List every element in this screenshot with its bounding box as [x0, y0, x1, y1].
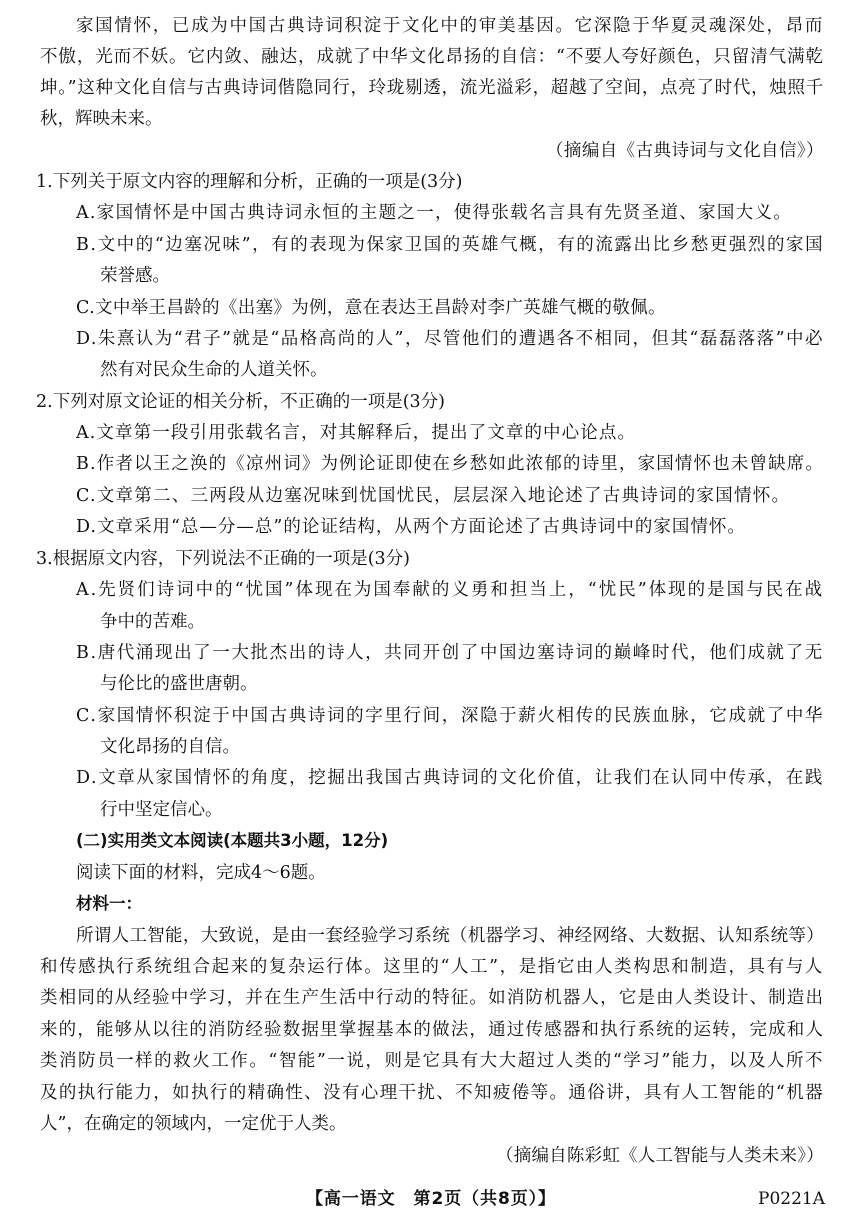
- passage-line: 不傲，光而不妖。它内敛、融达，成就了中华文化昂扬的自信：“不要人夸好颜色，只留清气满乾: [40, 47, 824, 67]
- question-stem: 2.下列对原文论证的相关分析，不正确的一项是(3分): [36, 392, 445, 412]
- option-c: C.文章第二、三两段从边塞况味到忧国忧民，层层深入地论述了古典诗词的家国情怀。: [76, 486, 791, 506]
- option-b-cont: 与伦比的盛世唐朝。: [100, 674, 258, 694]
- material-line: 来的，能够从以往的消防经验数据里掌握基本的做法，通过传感器和执行系统的运转，完成和人: [40, 1020, 825, 1040]
- option-a: A.文章第一段引用张载名言，对其解释后，提出了文章的中心论点。: [76, 423, 637, 443]
- question-stem: 3.根据原文内容，下列说法不正确的一项是(3分): [36, 549, 410, 569]
- material-line: 及的执行能力，如执行的精确性、没有心理干扰、不知疲倦等。通俗讲，具有人工智能的“机器: [40, 1083, 824, 1103]
- material-label: 材料一：: [76, 894, 142, 913]
- section-instruction: 阅读下面的材料，完成4～6题。: [76, 863, 326, 883]
- option-b: B.作者以王之涣的《凉州词》为例论证即使在乡愁如此浓郁的诗里，家国情怀也未曾缺席。: [76, 454, 825, 474]
- material-line: 类相同的从经验中学习，并在生产生活中行动的特征。如消防机器人，它是由人类设计、制造出: [40, 988, 825, 1008]
- section-heading: (二)实用类文本阅读(本题共3小题，12分): [76, 831, 389, 850]
- option-d-cont: 然有对民众生命的人道关怀。: [100, 360, 328, 380]
- option-d: D.文章从家国情怀的角度，挖掘出我国古典诗词的文化价值，让我们在认同中传承，在践: [76, 768, 824, 788]
- passage-line: 秋，辉映未来。: [40, 109, 163, 129]
- option-a: A.家国情怀是中国古典诗词永恒的主题之一，使得张载名言具有先贤圣道、家国大义。: [76, 203, 793, 223]
- page-footer: 【高一语文 第2页（共8页）】: [306, 1189, 556, 1209]
- option-c: C.文中举王昌龄的《出塞》为例，意在表达王昌龄对李广英雄气概的敬佩。: [76, 298, 666, 318]
- option-c-cont: 文化昂扬的自信。: [100, 737, 240, 757]
- option-d-cont: 行中坚定信心。: [100, 800, 223, 820]
- option-d: D.朱熹认为“君子”就是“品格高尚的人”，尽管他们的遭遇各不相同，但其“磊磊落落”中必: [76, 329, 824, 349]
- passage-line: 坤。”这种文化自信与古典诗词偕隐同行，玲珑剔透，流光溢彩，超越了空间，点亮了时代，烛照千: [40, 78, 824, 98]
- option-a: A.先贤们诗词中的“忧国”体现在为国奉献的义勇和担当上，“忧民”体现的是国与民在战: [76, 580, 825, 600]
- question-stem: 1.下列关于原文内容的理解和分析，正确的一项是(3分): [36, 172, 463, 192]
- option-a-cont: 争中的苦难。: [100, 612, 205, 632]
- material-line: 类消防员一样的救火工作。“智能”一说，则是它具有大大超过人类的“学习”能力，以及人所不: [40, 1051, 825, 1071]
- option-b: B.唐代涌现出了一大批杰出的诗人，共同开创了中国边塞诗词的巅峰时代，他们成就了无: [76, 643, 824, 663]
- source-citation: （摘编自陈彩虹《人工智能与人类未来》）: [496, 1146, 824, 1166]
- material-line: 人”，在确定的领域内，一定优于人类。: [40, 1114, 347, 1134]
- paper-code: P0221A: [758, 1189, 825, 1209]
- source-citation: （摘编自《古典诗词与文化自信》）: [546, 141, 824, 161]
- option-b-cont: 荣誉感。: [100, 266, 170, 286]
- material-line: 所谓人工智能，大致说，是由一套经验学习系统（机器学习、神经网络、大数据、认知系统等）: [76, 926, 825, 946]
- option-c: C.家国情怀积淀于中国古典诗词的字里行间，深隐于薪火相传的民族血脉，它成就了中华: [76, 706, 825, 726]
- option-d: D.文章采用“总—分—总”的论证结构，从两个方面论述了古典诗词中的家国情怀。: [76, 517, 746, 537]
- option-b: B.文中的“边塞况味”，有的表现为保家卫国的英雄气概，有的流露出比乡愁更强烈的家国: [76, 235, 825, 255]
- passage-line: 家国情怀，已成为中国古典诗词积淀于文化中的审美基因。它深隐于华夏灵魂深处，昂而: [76, 16, 825, 36]
- material-line: 和传感执行系统组合起来的复杂运行体。这里的“人工”，是指它由人类构思和制造，具有与人: [40, 957, 824, 977]
